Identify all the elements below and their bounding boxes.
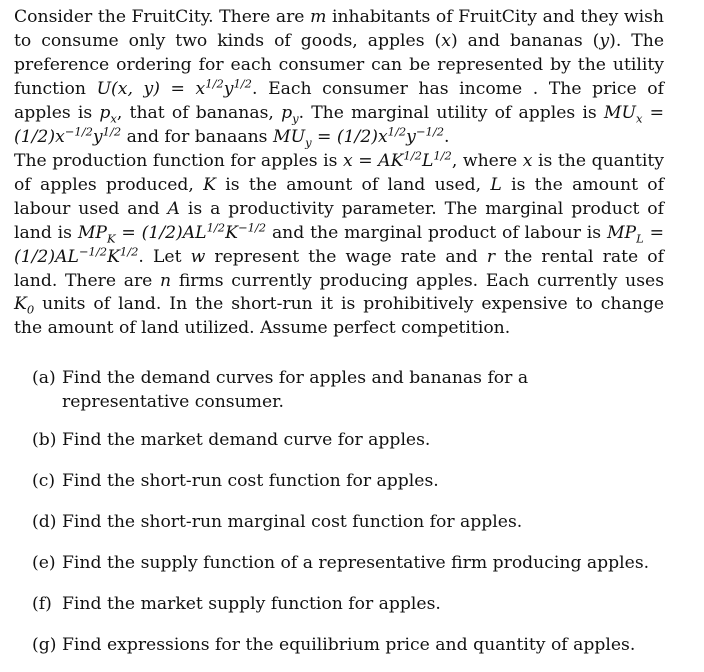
intro-text-5: . Each consumer has income	[252, 78, 523, 99]
prod-text-10: the rental rate of land. There are	[14, 246, 664, 291]
var-x: x	[441, 30, 451, 51]
intro-text-9: and for banaans	[126, 126, 268, 147]
prod-text-1: The production function for apples is	[14, 151, 338, 171]
var-y: y	[599, 30, 610, 51]
prod-text-4: is the amount of land used,	[225, 174, 482, 195]
var-w: w	[190, 246, 206, 267]
question-text: Find the market demand curve for apples.	[62, 430, 431, 450]
prod-text-6: is a productivity parameter. The marginal product of land is	[14, 198, 665, 243]
intro-text-2: inhabitants of FruitCity and they wish to consume only two kinds of goods, apples (	[14, 7, 664, 51]
prod-text-5: is the amount of labour used and	[14, 174, 665, 219]
marginal-utility-bananas: $MU_y = (1/2)x^{1/2}y^{-1/2}$	[272, 123, 445, 149]
prod-text-8: . Let	[138, 246, 182, 267]
var-r: r	[486, 246, 496, 267]
prod-text-12: units of land. In the short-run it is prohibitively expensive to change the amount of land utilized. Assume perfect competition.	[14, 294, 664, 339]
prod-text-9: represent the wage rate and	[214, 246, 478, 267]
question-text: Find the short-run marginal cost function for apples.	[62, 512, 523, 532]
question-item	[32, 469, 662, 493]
intro-text-4: ). The preference ordering for each consumer can be represented by the utility function	[14, 30, 664, 99]
question-item	[32, 428, 662, 452]
intro-text-10: .	[444, 126, 450, 147]
question-label: (g)	[32, 635, 57, 655]
question-item	[32, 633, 662, 657]
question-item	[32, 510, 662, 534]
question-label: (c)	[32, 471, 56, 491]
prod-text-7: and the marginal product of labour is	[271, 222, 602, 243]
question-label: (f)	[32, 594, 52, 614]
production-paragraph	[14, 150, 664, 341]
prod-text-2: , where	[451, 151, 518, 171]
question-label: (d)	[32, 512, 57, 532]
var-K: K	[203, 174, 217, 195]
var-x-prod: x	[522, 151, 533, 171]
var-L: L	[490, 174, 502, 195]
prod-text-11: firms currently producing apples. Each currently uses	[178, 270, 665, 291]
price-bananas: $p_y$	[281, 102, 299, 126]
var-A: A	[167, 198, 180, 219]
question-text: Find the supply function of a representative firm producing apples.	[62, 553, 650, 573]
price-apples: $p_x$	[99, 102, 117, 126]
var-K0: $K_0$	[14, 294, 35, 317]
prod-text-3: is the quantity of apples produced,	[14, 151, 664, 195]
question-item	[32, 592, 662, 616]
marginal-product-land: $MP_K = (1/2)AL^{1/2}K^{-1/2}$	[77, 219, 267, 246]
intro-text-6: . The price of apples is	[14, 78, 664, 123]
intro-text-3: ) and bananas (	[450, 30, 600, 51]
var-m: m	[310, 7, 327, 27]
question-item	[32, 366, 662, 414]
question-label: (e)	[32, 553, 56, 573]
question-text: Find the demand curves for apples and bananas for a representative consumer.	[62, 368, 529, 412]
question-label: (b)	[32, 430, 57, 450]
marginal-utility-apples: $MU_x = (1/2)x^{-1/2}y^{1/2}$	[14, 102, 665, 147]
question-text: Find the market supply function for apples.	[62, 594, 441, 614]
question-item	[32, 551, 662, 575]
question-label: (a)	[32, 368, 56, 388]
marginal-product-labour: $MP_L = (1/2)AL^{-1/2}K^{1/2}$	[14, 222, 664, 267]
intro-paragraph	[14, 6, 664, 149]
question-text: Find expressions for the equilibrium price and quantity of apples.	[62, 635, 636, 655]
intro-text-7: , that of bananas,	[116, 102, 274, 123]
intro-text-1: Consider the FruitCity. There are	[14, 7, 305, 27]
intro-text-8: . The marginal utility of apples is	[298, 102, 597, 123]
var-n: n	[160, 270, 172, 291]
question-text: Find the short-run cost function for apples.	[62, 471, 439, 491]
production-function: $x = AK^{1/2}L^{1/2}$	[342, 148, 452, 171]
utility-function: U(x, $y) = x^{1/2}y^{1/2}$	[96, 75, 252, 99]
